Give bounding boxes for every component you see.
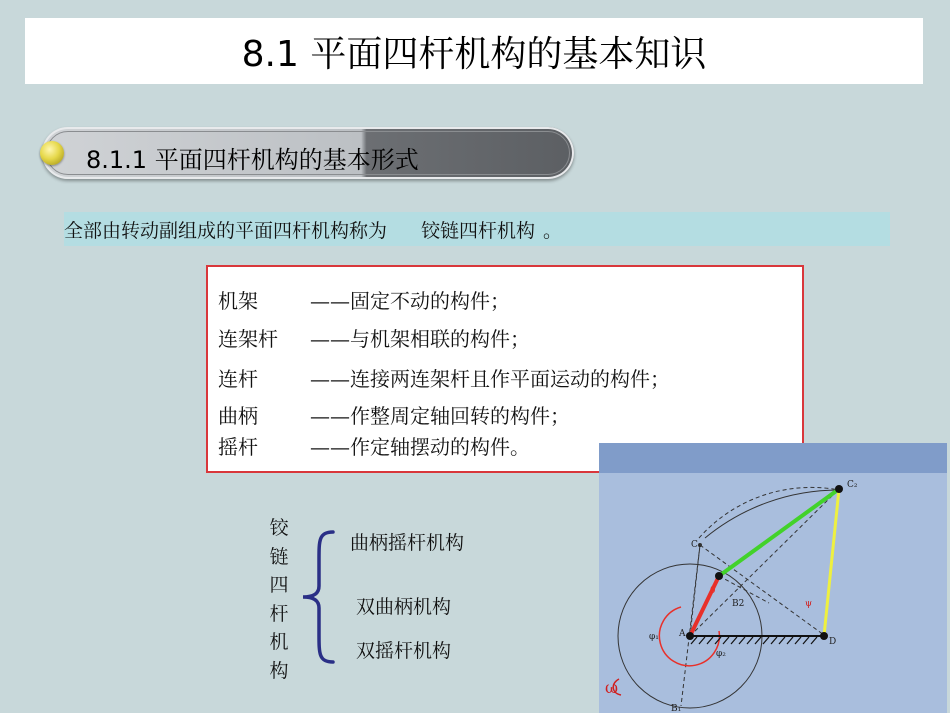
component-row — [218, 323, 530, 352]
joint-b — [715, 572, 723, 580]
components-box — [206, 265, 804, 473]
definition-suffix: 。 — [543, 219, 563, 242]
component-row — [218, 285, 510, 314]
label-char: 机 — [269, 631, 289, 653]
component-desc: ——连接两连架杆且作平面运动的构件； — [310, 367, 670, 391]
label-char: 四 — [269, 574, 289, 596]
joint-c — [835, 485, 843, 493]
component-row — [218, 400, 570, 429]
label-psi: ψ — [805, 599, 813, 609]
component-term: 曲柄 — [218, 404, 258, 428]
component-desc: ——作定轴摆动的构件。 — [310, 435, 530, 459]
curly-brace-icon — [297, 530, 337, 664]
page-title: 8.1 平面四杆机构的基本知识 — [241, 33, 707, 75]
definition-prefix: 全部由转动副组成的平面四杆机构称为 — [64, 219, 388, 242]
four-bar-linkage-diagram — [599, 443, 947, 713]
component-desc: ——作整周定轴回转的构件； — [310, 404, 570, 428]
label-omega: ω — [605, 678, 619, 697]
section-title: 8.1.1 平面四杆机构的基本形式 — [86, 146, 419, 174]
diagram-header-shade — [599, 443, 947, 473]
mechanism-type-double-crank: 双曲柄机构 — [356, 596, 452, 618]
component-desc: ——固定不动的构件； — [310, 289, 510, 313]
component-term: 连杆 — [218, 367, 258, 391]
label-c2: C₂ — [847, 480, 858, 490]
label-theta: θ — [710, 586, 716, 596]
label-char: 构 — [269, 659, 289, 682]
bullet-dot-icon — [40, 141, 64, 165]
label-char: 铰 — [269, 517, 289, 539]
label-phi2: φ₂ — [716, 649, 726, 659]
joint-a — [686, 632, 694, 640]
component-term: 机架 — [218, 289, 258, 313]
diagram-background — [599, 443, 947, 713]
label-b2: B2 — [732, 599, 745, 609]
title-bar — [25, 18, 923, 84]
component-desc: ——与机架相联的构件； — [310, 327, 530, 351]
component-row — [218, 363, 670, 392]
definition-strip — [64, 212, 890, 246]
label-phi: φ₁ — [649, 632, 659, 642]
label-b1: B₁ — [671, 704, 682, 713]
component-term: 连架杆 — [218, 327, 278, 351]
component-term: 摇杆 — [218, 435, 258, 459]
joint-d — [820, 632, 828, 640]
classification-label — [266, 514, 292, 685]
definition-term: 铰链四杆机构 — [421, 219, 536, 242]
label-a: A — [679, 629, 686, 639]
component-row — [218, 431, 530, 460]
label-char: 杆 — [269, 602, 289, 625]
label-d: D — [829, 637, 837, 647]
mechanism-type-crank-rocker: 曲柄摇杆机构 — [350, 532, 465, 554]
label-c1: C₁ — [691, 540, 702, 550]
label-char: 链 — [269, 545, 289, 568]
mechanism-type-double-rocker: 双摇杆机构 — [356, 640, 452, 662]
